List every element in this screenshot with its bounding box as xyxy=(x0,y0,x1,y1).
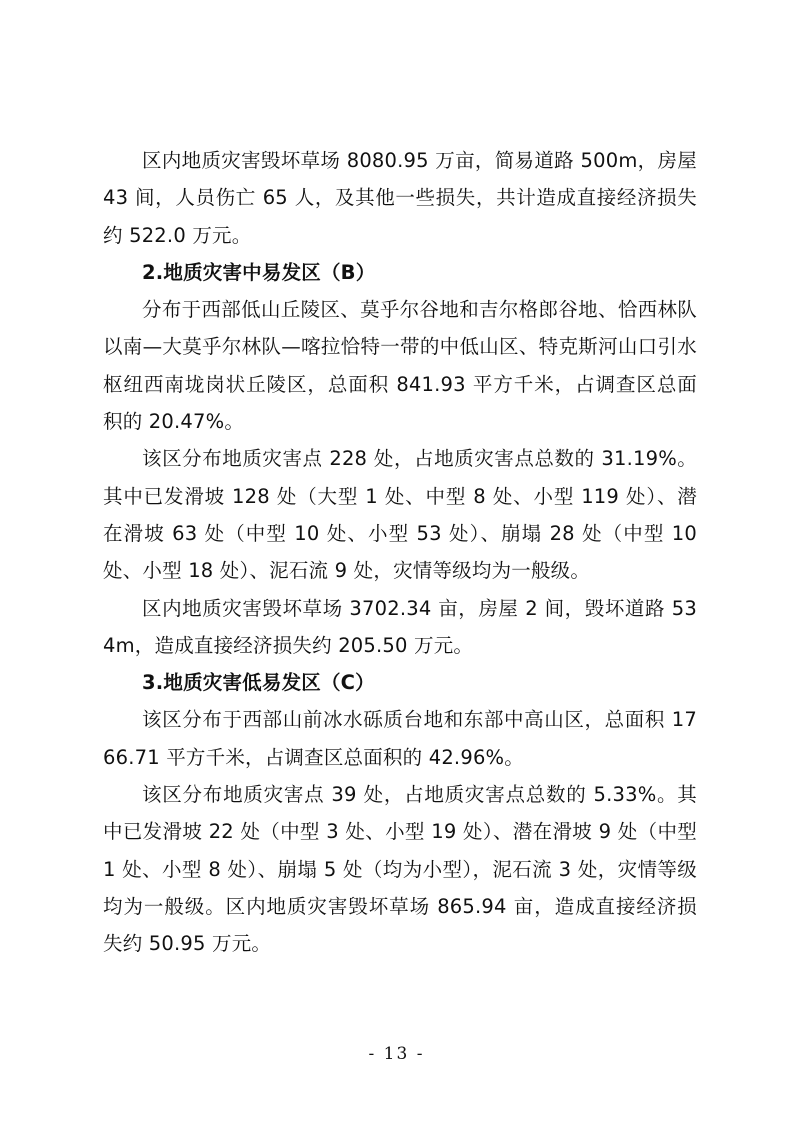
paragraph-area-a-losses: 区内地质灾害毁坏草场 8080.95 万亩，简易道路 500m，房屋 43 间，人员伤亡 65 人，及其他一些损失，共计造成直接经济损失约 522.0 万元。 xyxy=(103,149,697,247)
page-number: - 13 - xyxy=(368,1044,425,1064)
paragraph-area-c-hazard-points: 该区分布地质灾害点 39 处，占地质灾害点总数的 5.33%。其中已发滑坡 22 处（中型 3 处、小型 19 处）、潜在滑坡 9 处（中型 1 处、小型 8 处）、崩塌 5 处（均为小型），泥石流 3 处，灾情等级均为一般级。区内地质灾害毁坏草场 865.94 亩，造成直接经济损失约 50.95 万元。 xyxy=(103,783,697,956)
paragraph-area-b-losses: 区内地质灾害毁坏草场 3702.34 亩，房屋 2 间，毁坏道路 534m，造成直接经济损失约 205.50 万元。 xyxy=(103,596,697,657)
paragraph-area-b-hazard-points: 该区分布地质灾害点 228 处，占地质灾害点总数的 31.19%。其中已发滑坡 128 处（大型 1 处、中型 8 处、小型 119 处）、潜在滑坡 63 处（中型 10 处、小型 53 处）、崩塌 28 处（中型 10 处、小型 18 处）、泥石流 9 处，灾情等级均为一般级。 xyxy=(103,447,697,583)
section-heading-low-prone: 3.地质灾害低易发区（C） xyxy=(142,671,375,695)
paragraph-area-c-distribution: 该区分布于西部山前冰水砾质台地和东部中高山区，总面积 1766.71 平方千米，占调查区总面积的 42.96%。 xyxy=(103,708,697,769)
paragraph-area-b-distribution: 分布于西部低山丘陵区、莫乎尔谷地和吉尔格郎谷地、恰西林队以南—大莫乎尔林队—喀拉恰特一带的中低山区、特克斯河山口引水枢纽西南垅岗状丘陵区，总面积 841.93 平方千米，占调查区总面积的 20.47%。 xyxy=(103,298,697,434)
page-body xyxy=(103,142,697,963)
section-heading-medium-prone: 2.地质灾害中易发区（B） xyxy=(142,260,376,284)
